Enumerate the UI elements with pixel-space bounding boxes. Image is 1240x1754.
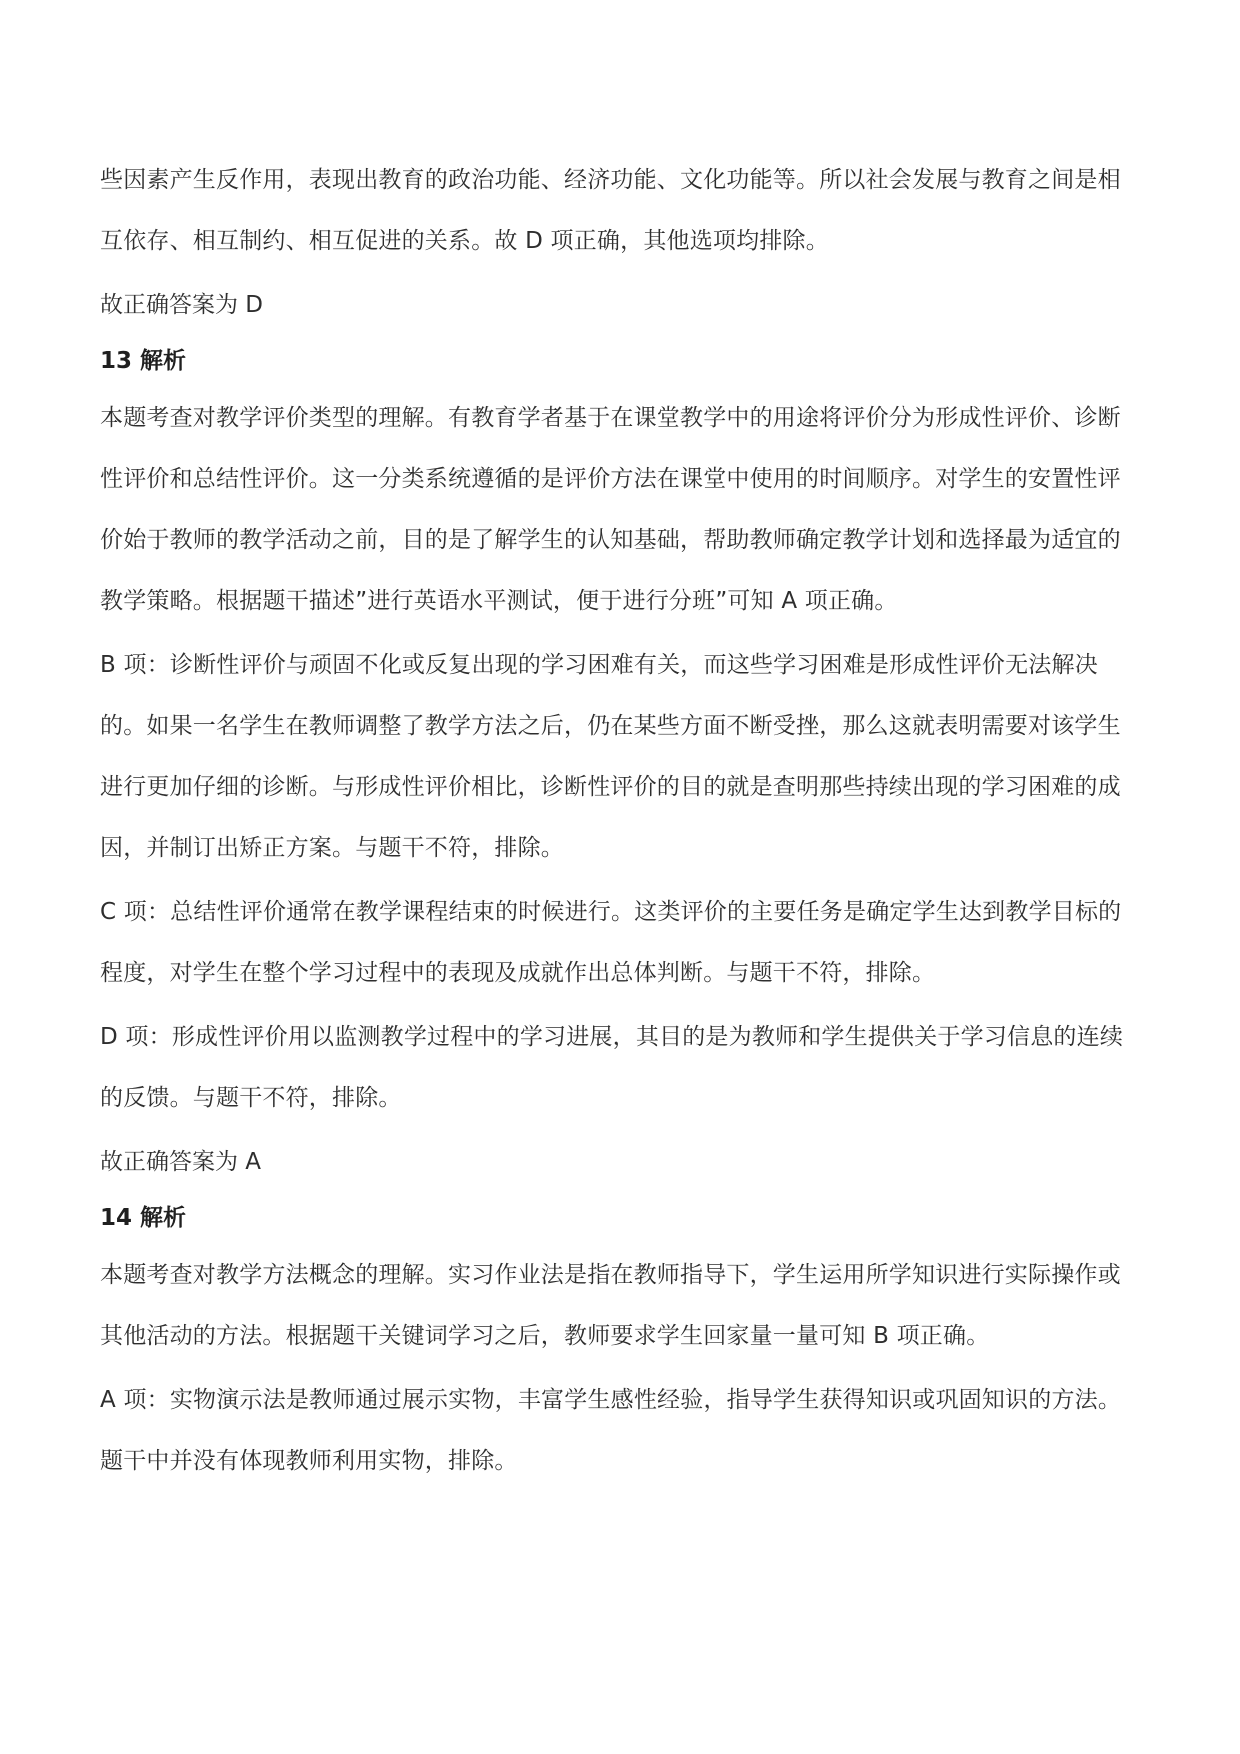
paragraph-13-intro: 本题考查对教学评价类型的理解。有教育学者基于在课堂教学中的用途将评价分为形成性评价、诊断性评价和总结性评价。这一分类系统遵循的是评价方法在课堂中使用的时间顺序。对学生的安置性评价始于教师的教学活动之前，目的是了解学生的认知基础，帮助教师确定教学计划和选择最为适宜的教学策略。根据题干描述”进行英语水平测试，便于进行分班”可知 A 项正确。 [100, 405, 1121, 614]
paragraph-14-intro: 本题考查对教学方法概念的理解。实习作业法是指在教师指导下，学生运用所学知识进行实际操作或其他活动的方法。根据题干关键词学习之后，教师要求学生回家量一量可知 B 项正确。 [100, 1262, 1121, 1349]
paragraph-13-option-c: C 项：总结性评价通常在教学课程结束的时候进行。这类评价的主要任务是确定学生达到教学目标的程度，对学生在整个学习过程中的表现及成就作出总体判断。与题干不符，排除。 [100, 899, 1122, 986]
heading-13-analysis: 13 解析 [100, 348, 187, 374]
paragraph-13-option-b: B 项：诊断性评价与顽固不化或反复出现的学习困难有关，而这些学习困难是形成性评价无法解决的。如果一名学生在教师调整了教学方法之后，仍在某些方面不断受挫，那么这就表明需要对该学生进行更加仔细的诊断。与形成性评价相比，诊断性评价的目的就是查明那些持续出现的学习困难的成因，并制订出矫正方案。与题干不符，排除。 [100, 652, 1121, 861]
document-body [100, 150, 1140, 1495]
paragraph-education-society: 些因素产生反作用，表现出教育的政治功能、经济功能、文化功能等。所以社会发展与教育之间是相互依存、相互制约、相互促进的关系。故 D 项正确，其他选项均排除。 [100, 167, 1121, 254]
answer-line-13: 故正确答案为 A [100, 1149, 262, 1175]
paragraph-13-option-d: D 项：形成性评价用以监测教学过程中的学习进展，其目的是为教师和学生提供关于学习信息的连续的反馈。与题干不符，排除。 [100, 1024, 1124, 1111]
heading-14-analysis: 14 解析 [100, 1205, 187, 1231]
answer-line-12: 故正确答案为 D [100, 292, 264, 318]
paragraph-14-option-a: A 项：实物演示法是教师通过展示实物，丰富学生感性经验，指导学生获得知识或巩固知识的方法。题干中并没有体现教师利用实物，排除。 [100, 1387, 1122, 1474]
